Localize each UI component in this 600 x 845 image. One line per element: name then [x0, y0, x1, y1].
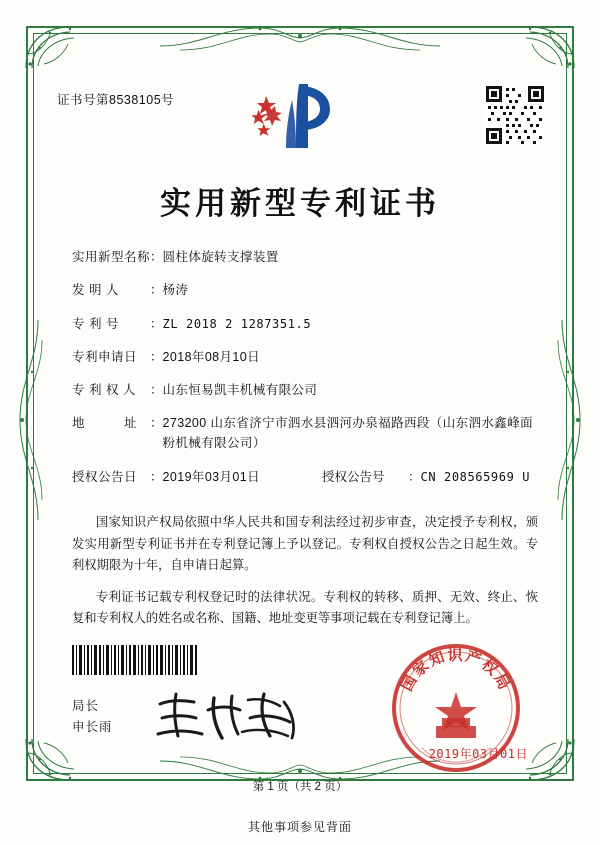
field-address [72, 414, 540, 453]
field-inventor [72, 281, 540, 300]
paragraph: 国家知识产权局依照中华人民共和国专利法经过初步审查，决定授予专利权，颁发实用新型专利证书并在专利登记簿上予以登记。专利权自授权公告之日起生效。专利权期限为十年，自申请日起算。 [72, 515, 538, 573]
handwritten-signature-icon [152, 688, 312, 744]
field-patentee [72, 381, 540, 400]
field-value: 273200 山东省济宁市泗水县泗河办泉福路西段（山东泗水鑫峰面粉机械有限公司） [162, 416, 534, 450]
field-grant-row [72, 468, 540, 487]
field-colon: ： [150, 383, 163, 397]
field-label: 专 利 权 人 [72, 383, 136, 397]
field-utility-model-name [72, 248, 540, 267]
field-application-date [72, 348, 540, 367]
qr-code-icon [484, 84, 546, 146]
field-colon: ： [150, 469, 163, 484]
page-number: 第 1 页（共 2 页） [252, 781, 348, 793]
field-grant-number [322, 468, 540, 487]
field-colon: ： [150, 416, 163, 431]
field-colon: ： [150, 316, 163, 331]
field-label: 发 明 人 [72, 283, 119, 298]
field-label: 授权公告号 [322, 469, 385, 484]
field-label: 实用新型名称 [72, 250, 151, 264]
page-title: 实用新型专利证书 [160, 186, 440, 222]
director-title [72, 696, 113, 737]
barcode [72, 645, 200, 675]
svg-text:国家知识产权局: 国家知识产权局 [397, 646, 515, 695]
field-value: 2019年03月01日 [162, 469, 261, 484]
patent-office-logo-icon [252, 78, 344, 156]
certificate-number: 证书号第8538105号 [57, 93, 175, 107]
field-colon: ： [150, 349, 163, 364]
field-label: 地 址 [72, 416, 138, 431]
footer-note: 其他事项参见背面 [247, 820, 352, 834]
paragraph: 专利证书记载专利权登记时的法律状况。专利权的转移、质押、无效、终止、恢复和专利权人的姓名或名称、国籍、地址变更等事项记载在专利登记簿上。 [72, 589, 538, 626]
legal-text [72, 512, 538, 640]
field-value: 杨涛 [162, 283, 189, 298]
field-value: 山东恒易凯丰机械有限公司 [162, 383, 318, 397]
field-label: 专利申请日 [72, 349, 138, 364]
field-colon: ： [150, 283, 163, 298]
field-colon: ： [408, 469, 421, 484]
field-value: ZL 2018 2 1287351.5 [162, 316, 312, 331]
field-label: 授权公告日 [72, 469, 138, 484]
field-value: 2018年08月10日 [162, 349, 261, 364]
field-patent-number [72, 315, 540, 334]
field-value: CN 208565969 U [420, 469, 531, 484]
field-grant-date [72, 468, 322, 487]
field-value: 圆柱体旋转支撑装置 [162, 250, 279, 264]
field-label: 专 利 号 [72, 316, 119, 331]
director-label: 局长 [72, 699, 100, 713]
director-name: 申长雨 [72, 719, 113, 734]
field-colon: ： [150, 250, 163, 264]
field-list [72, 248, 540, 501]
seal-date: 2019年03月01日 [428, 747, 528, 761]
